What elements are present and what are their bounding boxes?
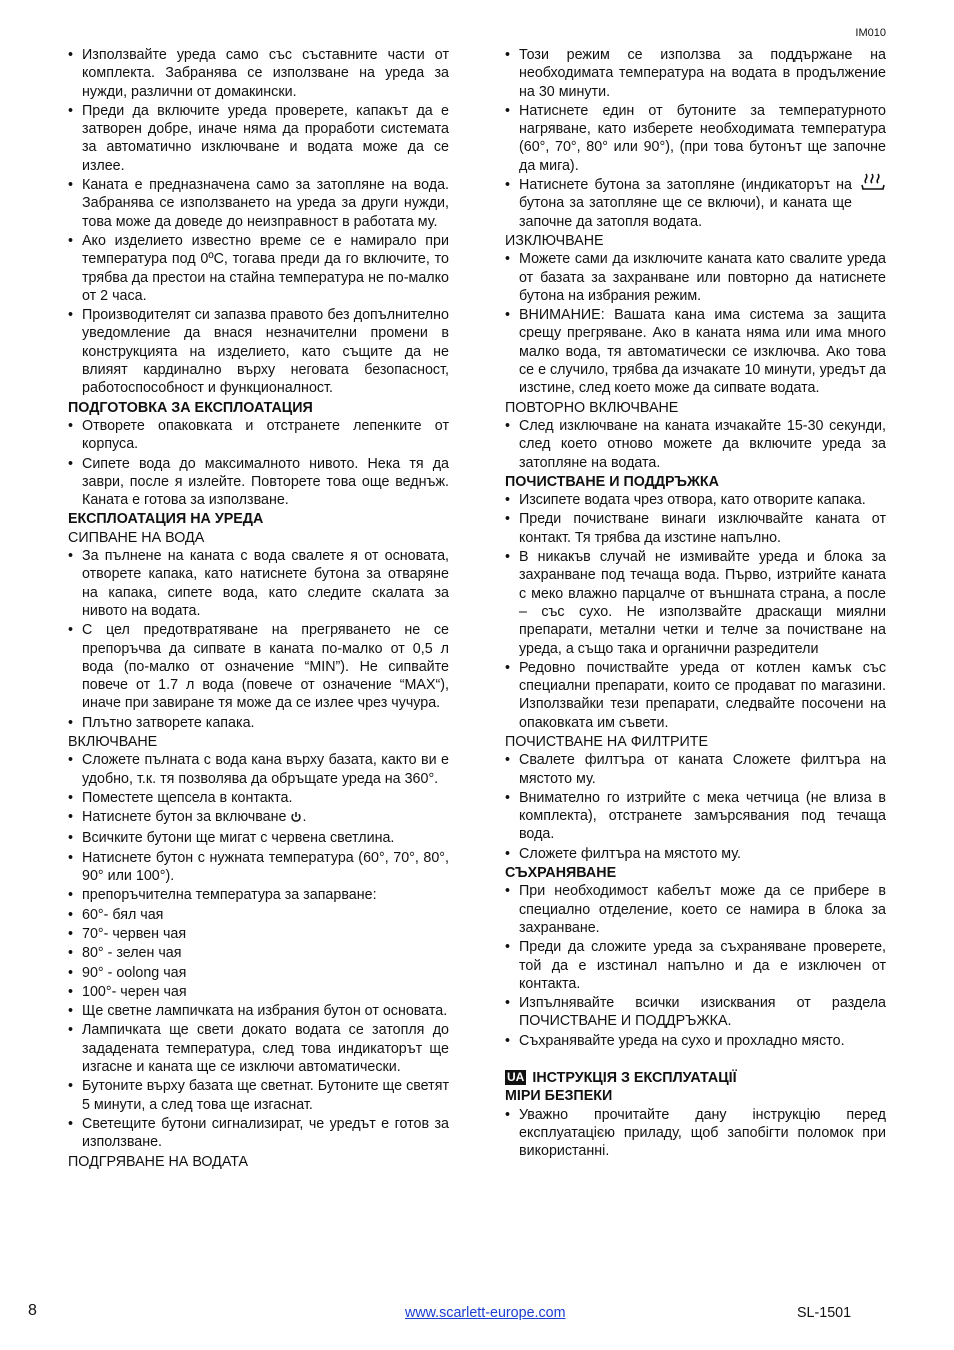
power-icon [290,810,302,828]
list-item: • Преди да включите уреда проверете, капакът да е затворен добре, иначе няма да проработи системата за автоматично изключване и водата може да се излее. [68,102,449,175]
prep-list [68,417,449,509]
list-item: • За пълнене на каната с вода свалете я от основата, отворете капака, като натиснете бутона за отваряне на капака, сипете вода, като следите скалата за нивото на водата. [68,547,449,620]
list-item: • Уважно прочитайте дану інструкцію перед експлуатацією приладу, щоб запобігти поломок при використанні. [505,1106,886,1161]
heat-subheading: ПОДГРЯВАНЕ НА ВОДАТА [68,1153,249,1170]
filter-subheading: ПОЧИСТВАНЕ НА ФИЛТРИТЕ [505,733,709,750]
list-item: • В никакъв случай не измивайте уреда и блока за захранване под течаща вода. Първо, изтрийте каната с меко влажно парцалче от външната страна, а после – със сухо. Не използвайте драскащи миялни препарати, метални четки и телче за почистване на уреда, а също така и органични разредители [505,548,886,658]
list-item: • Можете сами да изключите каната като свалите уреда от базата за захранване или повторно да натиснете бутона на избрания режим. [505,250,886,305]
intro-list [68,46,449,398]
list-item: • Изсипете водата чрез отвора, като отворите капака. [505,491,886,509]
list-item: • Преди да сложите уреда за съхраняване проверете, той да е изстинал напълно и да е изключен от контакта. [505,938,886,993]
ua-language-badge: UA [507,1070,525,1085]
list-item: • Ще светне лампичката на избрания бутон от основата. [68,1002,449,1020]
list-item: • Всичките бутони ще мигат с червена светлина. [68,829,449,847]
list-item: • 100°- черен чая [68,983,449,1001]
list-item: • Изпълнявайте всички изисквания от раздела ПОЧИСТВАНЕ И ПОДДРЪЖКА. [505,994,886,1031]
list-item: • Отворете опаковката и отстранете лепенките от корпуса. [68,417,449,454]
filter-list [505,751,886,863]
list-item: • Сложете филтъра на мястото му. [505,845,886,863]
ua-title-row [505,1069,886,1087]
prep-heading: ПОДГОТОВКА ЗА ЕКСПЛОАТАЦИЯ [68,399,313,416]
list-item: • 70°- червен чая [68,925,449,943]
list-item: • С цел предотвратяване на прегряването не се препоръчва да сипвате в каната по-малко от 0,5 л вода (по-малко от означение “MIN”). Не сипвайте повече от 1.7 л вода (повече от означение “MAX“), иначе при завиране тя може да се излее чрез чучура. [68,621,449,712]
list-item: • Използвайте уреда само със съставните части от комплекта. Забранява се използване на уреда за нужди, различни от домакински. [68,46,449,101]
list-item: • 90° - oolong чая [68,964,449,982]
list-item: • ВНИМАНИЕ: Вашата кана има система за защита срещу прегряване. Ако в каната няма или има много малко вода, тя автоматически се изключва. Ако това се е случило, трябва да изчакате 10 минути, уредът да изстине, след което може да сипвате водата. [505,306,886,397]
reon-list [505,417,886,472]
pour-subheading: СИПВАНЕ НА ВОДА [68,529,205,546]
list-item: • Редовно почиствайте уреда от котлен камък със специални препарати, които се продават по магазини. Използвайки тези препарати, следвайте посочени на опаковката им съвети. [505,659,886,732]
list-item: • Ако изделието известно време се е намирало при температура под 0ºС, тогава преди да го включите, то трябва да престои на стайна температура не по-малко от 2 часа. [68,232,449,305]
on-list [68,751,449,828]
on-subheading: ВКЛЮЧВАНЕ [68,733,158,750]
list-item: • Внимателно го изтрийте с мека четчица (не влиза в комплекта), отстранете замърсявания под течаща вода. [505,789,886,844]
list-item: • Съхранявайте уреда на сухо и прохладно място. [505,1032,886,1050]
list-item: • 60°- бял чая [68,906,449,924]
document-code: IM010 [855,27,886,39]
store-heading: СЪХРАНЯВАНЕ [505,865,617,882]
left-column [68,46,449,1171]
list-item: • Натиснете бутон с нужната температура (60°, 70°, 80°, 90° или 100°). [68,849,449,886]
clean-heading: ПОЧИСТВАНЕ И ПОДДРЪЖКА [505,473,719,490]
list-item-text: Натиснете бутон за включване [82,809,287,826]
ua-list [505,1106,886,1161]
list-item: • Преди почистване винаги изключвайте каната от контакт. Тя трябва да изстине напълно. [505,510,886,547]
list-item: • При необходимост кабелът може да се прибере в специално отделение, което се намира в блока за захранване. [505,882,886,937]
right-column [505,46,886,1162]
list-item [505,176,886,231]
pour-list [68,547,449,732]
ua-title: ІНСТРУКЦІЯ З ЕКСПЛУАТАЦІЇ [532,1070,737,1087]
list-item: • Този режим се използва за поддържане на необходимата температура на водата в продължение на 30 минути. [505,46,886,101]
ua-safety-heading: МІРИ БЕЗПЕКИ [505,1088,613,1105]
off-list [505,250,886,397]
clean-list [505,491,886,732]
on-list-rest [68,829,449,1151]
list-item: • Каната е предназначена само за затопляне на вода. Забранява се използването на уреда за други нужди, това може да доведе до неизправност в работата му. [68,176,449,231]
list-item-text: Натиснете бутона за затопляне (индикаторът на бутона за затопляне ще се включи), и каната ще започне да затопля водата. [519,177,852,230]
list-item: • Сложете пълната с вода кана върху базата, както ви е удобно, т.к. тя позволява да обръщате уреда на 360°. [68,751,449,788]
heat-list-2 [505,176,886,231]
store-list [505,882,886,1050]
reon-subheading: ПОВТОРНО ВКЛЮЧВАНЕ [505,399,679,416]
page-number: 8 [28,1302,37,1319]
list-item: • препоръчителна температура за запарване: [68,886,449,904]
model-number: SL-1501 [797,1305,852,1321]
list-item: • След изключване на каната изчакайте 15-30 секунди, след което отново можете да включите уреда за затопляне на водата. [505,417,886,472]
list-item: • 80° - зелен чая [68,944,449,962]
list-item: • Светещите бутони сигнализират, че уредът е готов за използване. [68,1115,449,1152]
heat-list [505,46,886,175]
list-item: • Натиснете един от бутоните за температурното нагряване, като изберете необходимата температура (60°, 70°, 80° или 90°), (при това бутонът ще започне да мига). [505,102,886,175]
list-item: • Плътно затворете капака. [68,714,449,732]
list-item: • Производителят си запазва правото без допълнително уведомление да внася незначителни промени в конструкцията на изделието, като същите да не влияят кардинално върху неговата безопасност, работоспособност и функционалност. [68,306,449,397]
list-item: • Сипете вода до максималното нивото. Нека тя да заври, после я излейте. Повторете това още веднъж. Каната е готова за използване. [68,455,449,510]
list-item: • Бутоните върху базата ще светнат. Бутоните ще светят 5 минути, а след това ще изгаснат. [68,1077,449,1114]
website-link[interactable]: www.scarlett-europe.com [405,1305,566,1321]
list-item: • Свалете филтъра от каната Сложете филтъра на мястото му. [505,751,886,788]
use-heading: ЕКСПЛОАТАЦИЯ НА УРЕДА [68,511,264,528]
list-item: • Лампичката ще свети докато водата се затопля до зададената температура, след това индикаторът ще изгасне и каната ще се изключи автоматически. [68,1021,449,1076]
list-item: • Поместете щепсела в контакта. [68,789,449,807]
off-subheading: ИЗКЛЮЧВАНЕ [505,232,604,249]
steam-heat-icon [860,172,886,197]
list-item: • Натиснете бутон за включване . [68,808,449,828]
